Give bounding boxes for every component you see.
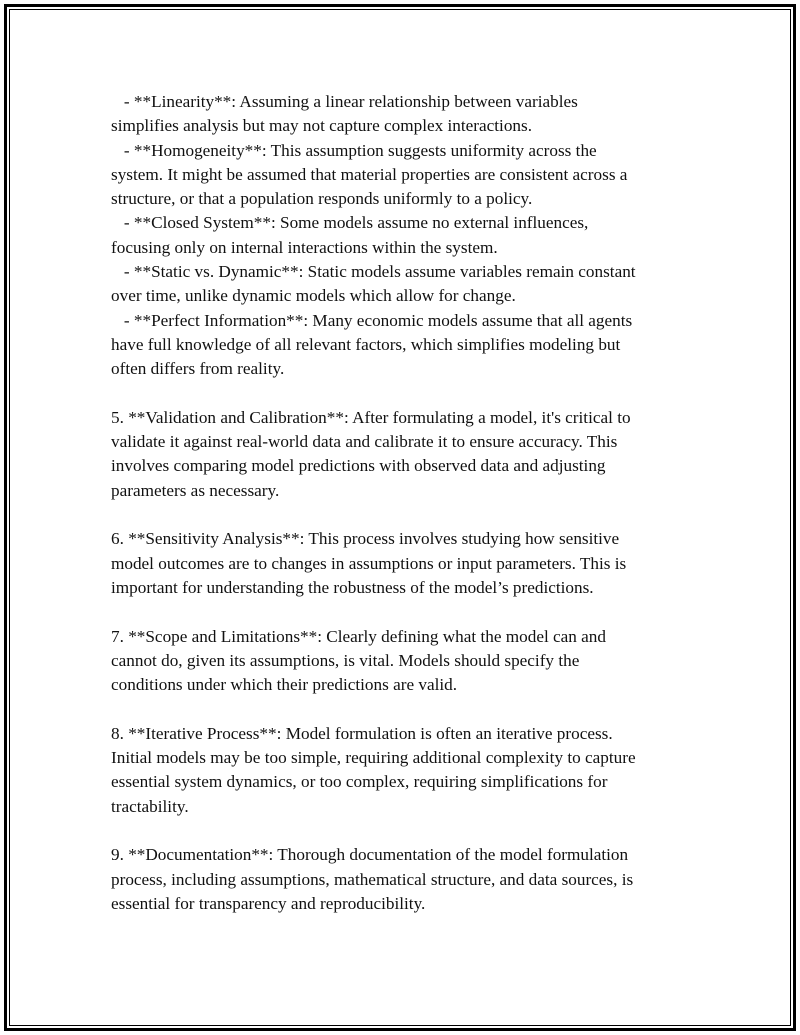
text-line: important for understanding the robustness of the model’s predictions.	[111, 577, 594, 597]
text-line: often differs from reality.	[111, 359, 285, 379]
paragraph-gap	[111, 819, 691, 843]
text-line: parameters as necessary.	[111, 480, 280, 500]
text-line: structure, or that a population responds uniformly to a policy.	[111, 189, 533, 209]
text-line: over time, unlike dynamic models which allow for change.	[111, 286, 516, 306]
paragraph-gap	[111, 382, 691, 406]
text-line: simplifies analysis but may not capture complex interactions.	[111, 116, 532, 136]
document-body	[111, 90, 691, 916]
text-line: 6. **Sensitivity Analysis**: This process involves studying how sensitive	[111, 529, 620, 549]
text-line: tractability.	[111, 796, 189, 816]
text-line: system. It might be assumed that material properties are consistent across a	[111, 164, 628, 184]
text-line: 7. **Scope and Limitations**: Clearly defining what the model can and	[111, 626, 606, 646]
documentation-paragraph	[111, 843, 691, 916]
text-line: essential for transparency and reproducibility.	[111, 893, 426, 913]
text-line: - **Homogeneity**: This assumption suggests uniformity across the	[111, 140, 597, 160]
text-line: 8. **Iterative Process**: Model formulation is often an iterative process.	[111, 723, 613, 743]
text-line: essential system dynamics, or too complex, requiring simplifications for	[111, 772, 608, 792]
text-line: - **Static vs. Dynamic**: Static models assume variables remain constant	[111, 262, 636, 282]
sensitivity-paragraph	[111, 527, 691, 600]
text-line: conditions under which their predictions are valid.	[111, 675, 458, 695]
scope-paragraph	[111, 625, 691, 698]
text-line: model outcomes are to changes in assumptions or input parameters. This is	[111, 553, 627, 573]
assumptions-list-paragraph	[111, 90, 691, 382]
text-line: - **Perfect Information**: Many economic models assume that all agents	[111, 310, 633, 330]
text-line: - **Linearity**: Assuming a linear relationship between variables	[111, 92, 578, 111]
paragraph-gap	[111, 503, 691, 527]
validation-paragraph	[111, 406, 691, 503]
text-line: Initial models may be too simple, requiring additional complexity to capture	[111, 748, 636, 768]
paragraph-gap	[111, 697, 691, 721]
text-line: have full knowledge of all relevant factors, which simplifies modeling but	[111, 334, 621, 354]
text-line: 9. **Documentation**: Thorough documentation of the model formulation	[111, 845, 629, 865]
text-line: validate it against real-world data and calibrate it to ensure accuracy. This	[111, 432, 618, 452]
text-line: involves comparing model predictions with observed data and adjusting	[111, 456, 606, 476]
text-line: process, including assumptions, mathematical structure, and data sources, is	[111, 869, 634, 889]
text-line: 5. **Validation and Calibration**: After formulating a model, it's critical to	[111, 407, 631, 427]
text-line: cannot do, given its assumptions, is vital. Models should specify the	[111, 650, 580, 670]
text-line: focusing only on internal interactions within the system.	[111, 237, 498, 257]
text-line: - **Closed System**: Some models assume no external influences,	[111, 213, 589, 233]
iterative-paragraph	[111, 722, 691, 819]
paragraph-gap	[111, 600, 691, 624]
